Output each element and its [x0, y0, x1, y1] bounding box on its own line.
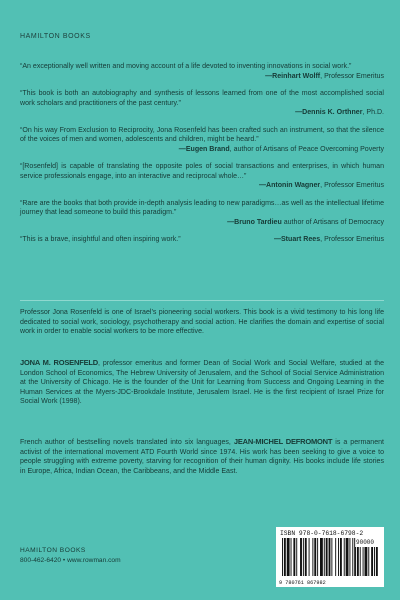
- quote-author-role: , Professor Emeritus: [320, 182, 384, 190]
- quote-text: “An exceptionally well written and moving account of a life devoted to inventing innovations in social work.”: [20, 63, 352, 70]
- book-description: Professor Jona Rosenfeld is one of Israel’s pioneering social workers. This book is a vivid testimony to his long life dedicated to social work, sociology, psychotherapy and social action. He clarifies the domain and expertise of social work in order to enable social workers to be more effective.: [20, 309, 384, 336]
- quote-attribution: [20, 145, 384, 155]
- quote-attribution: [20, 181, 384, 191]
- quote-author-role: , Professor Emeritus: [320, 236, 384, 244]
- review-quote: [20, 199, 384, 228]
- addon-barcode-bars: [355, 547, 378, 576]
- author-bio-intro: French author of bestselling novels translated into six languages,: [20, 439, 234, 446]
- review-quote: [20, 162, 384, 191]
- quote-author: —Eugen Brand: [178, 145, 230, 153]
- review-quote: [20, 89, 384, 118]
- quote-author: —Antonin Wagner: [258, 182, 321, 190]
- quote-text: “[Rosenfeld] is capable of translating the opposite poles of social transactions and enterprises, in which human service professionals engage, into an interactive and reciprocal whole…”: [20, 163, 384, 180]
- publisher-website: www.rowman.com: [67, 556, 121, 564]
- quote-author-role: , author of Artisans of Peace Overcoming Poverty: [229, 145, 384, 153]
- review-quote: [20, 126, 384, 155]
- quote-author: —Dennis K. Orthner: [295, 109, 363, 117]
- publisher-name-bottom: HAMILTON BOOKS: [20, 547, 86, 554]
- publisher-name: HAMILTON BOOKS: [20, 33, 91, 40]
- quote-author-role: , Professor Emeritus: [320, 72, 384, 80]
- quote-author: —Bruno Tardieu: [227, 218, 282, 226]
- isbn-text: ISBN 978-0-7618-6798-2: [280, 530, 364, 537]
- author-bio-rosenfeld: [20, 358, 384, 407]
- quote-text: “This is a brave, insightful and often inspiring work.”: [20, 236, 181, 244]
- author-bio-text: , professor emeritus and former Dean of Social Work and Social Welfare, studied at the London School of Economics, The Hebrew University of Jerusalem, and the School of Social Service Administration at the University of Chicago. He is the founder of the Unit for Learning from Success and Ongoing Learning in the Human Services at the Myers-JDC-Brookdale Institute, Jerusalem Israel. He is the first recipient of Israel Prize for Social Work (1998).: [20, 360, 384, 406]
- price-code: 90000: [356, 539, 375, 546]
- author-name: JEAN-MICHEL DEFROMONT: [233, 437, 333, 446]
- review-quote: [20, 62, 384, 81]
- publisher-contact-line: 800-462-6420 • www.rowman.com: [20, 556, 121, 564]
- quote-text: “Rare are the books that both provide in-depth analysis leading to new paradigms…as well as the intellectual lifetime journey that lead someone to build this paradigm.”: [20, 199, 384, 217]
- quote-attribution: [20, 72, 384, 82]
- publisher-contact: [20, 546, 121, 565]
- quote-text: “This book is both an autobiography and synthesis of lessons learned from one of the most accomplished social work scholars and practitioners of the past century.”: [20, 89, 384, 107]
- barcode-bars: [282, 538, 355, 576]
- barcode-number: 9 780761 867982: [279, 580, 326, 586]
- quote-attribution: [20, 235, 384, 245]
- quote-attribution: [20, 218, 384, 228]
- quote-text: “On his way From Exclusion to Reciprocity, Jona Rosenfeld has been crafted such an instrument, so that the silence of the voices of men and women, adolescents and children, might be heard.”: [20, 126, 384, 144]
- publisher-phone: 800-462-6420: [20, 556, 62, 564]
- section-divider: [20, 300, 384, 301]
- author-bio-defromont: [20, 437, 384, 476]
- barcode-graphic: [276, 527, 384, 587]
- author-bio-text: is a permanent activist of the international movement ATD Fourth World since 1974. His work has been seeking to give a voice to people struggling with extreme poverty, starving for recognition of their human dignity. His books include life stories in Europe, Africa, Indian Ocean, the Caribbeans, and the Middle East.: [20, 439, 384, 475]
- quote-author-role: , Ph.D.: [362, 109, 384, 117]
- review-quote: [20, 235, 384, 245]
- quote-author: —Stuart Rees: [273, 236, 321, 244]
- quote-author-role: author of Artisans of Democracy: [281, 218, 384, 226]
- isbn-barcode: [276, 527, 384, 587]
- author-name: JONA M. ROSENFELD: [20, 358, 98, 367]
- review-quotes: [20, 62, 384, 253]
- quote-attribution: [20, 108, 384, 118]
- quote-author: —Reinhart Wolff: [265, 72, 321, 80]
